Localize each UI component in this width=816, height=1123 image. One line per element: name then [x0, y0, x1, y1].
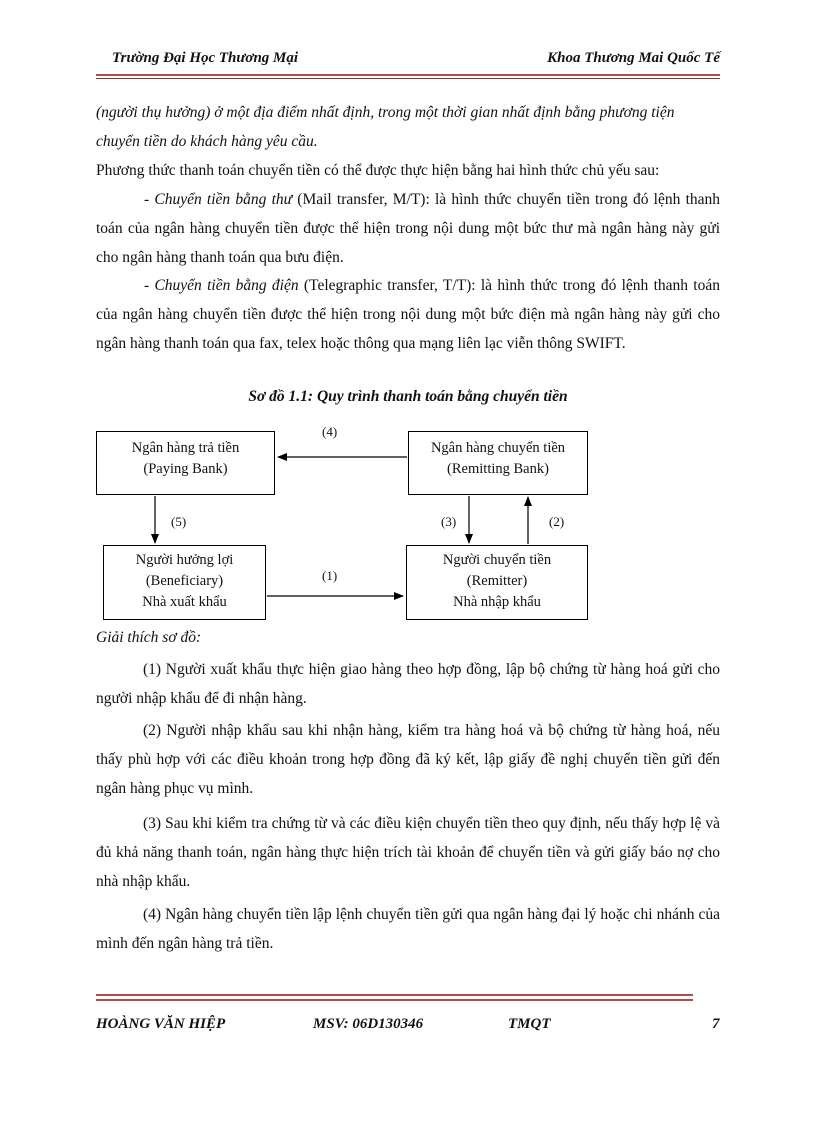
footer-major: TMQT: [508, 1016, 551, 1032]
footer-author: HOÀNG VĂN HIỆP: [96, 1016, 226, 1032]
beneficiary-vi: Người hưởng lợi: [135, 552, 234, 568]
label-step-3: (3): [441, 514, 457, 529]
label-step-4: (4): [322, 424, 338, 439]
footer-rule: [96, 994, 693, 996]
explanation-step-1: (1) Người xuất khẩu thực hiện giao hàng theo hợp đồng, lập bộ chứng từ hàng hoá gửi cho người nhập khẩu để đi nhận hàng.: [96, 661, 720, 707]
label-step-5: (5): [171, 514, 187, 529]
header-school: Trường Đại Học Thương Mại: [112, 50, 299, 66]
explanation-step-2: (2) Người nhập khẩu sau khi nhận hàng, kiểm tra hàng hoá và bộ chứng từ hàng hoá, nếu thấy phù hợp với các điều khoản trong hợp đồng đã ký kết, lập giấy đề nghị chuyển tiền gửi đến ngân hàng phục vụ mình.: [96, 722, 720, 797]
footer-student-id: MSV: 06D130346: [313, 1016, 424, 1032]
mail-text: (Mail transfer, M/T): là hình thức chuyển tiền trong đó lệnh thanh toán của ngân hàng chuyển tiền được thể hiện trong nội dung một bức thư mà ngân hàng này gửi cho ngân hàng thanh toán qua bưu điện.: [96, 191, 720, 266]
explanation-step-3: (3) Sau khi kiểm tra chứng từ và các điều kiện chuyển tiền theo quy định, nếu thấy hợp lệ và đủ khả năng thanh toán, ngân hàng thực hiện trích tài khoản để chuyển tiền và gửi giấy báo nợ cho nhà nhập khẩu.: [96, 815, 720, 890]
remitter-en: (Remitter): [466, 573, 528, 589]
paying-bank-vi: Ngân hàng trả tiền: [131, 440, 240, 456]
methods-intro: Phương thức thanh toán chuyển tiền có thể được thực hiện bằng hai hình thức chủ yếu sau:: [96, 162, 660, 179]
footer-rule-2: [96, 999, 693, 1001]
method-mail: - Chuyển tiền bằng thư (Mail transfer, M/T): là hình thức chuyển tiền trong đó lệnh thanh toán của ngân hàng chuyển tiền được thể hiện trong nội dung một bức thư mà ngân hàng này gửi cho ngân hàng thanh toán qua bưu điện.: [96, 191, 720, 266]
intro-line-1: (người thụ hưởng) ở một địa điểm nhất định, trong một thời gian nhất định bằng phương tiện: [96, 104, 675, 121]
beneficiary-role: Nhà xuất khẩu: [142, 594, 227, 610]
tele-text: (Telegraphic transfer, T/T): là hình thức trong đó lệnh thanh toán của ngân hàng chuyển tiền được thể hiện trong nội dung một bức điện mà ngân hàng này gửi cho ngân hàng thanh toán qua fax, telex hoặc thông qua mạng liên lạc viễn thông SWIFT.: [96, 277, 720, 352]
remitting-bank-vi: Ngân hàng chuyển tiền: [430, 440, 566, 456]
mail-term: Chuyển tiền bằng thư: [154, 191, 293, 208]
footer-page-number: 7: [712, 1016, 720, 1032]
explanation-step-4: (4) Ngân hàng chuyển tiền lập lệnh chuyển tiền gửi qua ngân hàng đại lý hoặc chi nhánh của mình đến ngân hàng trả tiền.: [96, 906, 720, 952]
explanation-title: Giải thích sơ đồ:: [96, 629, 202, 646]
method-telegraphic: - Chuyển tiền bằng điện (Telegraphic transfer, T/T): là hình thức trong đó lệnh thanh toán của ngân hàng chuyển tiền được thể hiện trong nội dung một bức điện mà ngân hàng này gửi cho ngân hàng thanh toán qua fax, telex hoặc thông qua mạng liên lạc viễn thông SWIFT.: [96, 277, 720, 352]
diagram-caption: Sơ đồ 1.1: Quy trình thanh toán bằng chuyển tiền: [248, 388, 568, 405]
beneficiary-en: (Beneficiary): [145, 573, 224, 589]
remitter-vi: Người chuyển tiền: [442, 552, 552, 568]
label-step-1: (1): [322, 568, 338, 583]
tele-term: Chuyển tiền bằng điện: [154, 277, 299, 294]
paying-bank-en: (Paying Bank): [143, 461, 228, 477]
remitting-bank-en: (Remitting Bank): [447, 461, 549, 477]
intro-line-2: chuyển tiền do khách hàng yêu cầu.: [96, 133, 318, 150]
remitter-role: Nhà nhập khẩu: [453, 594, 541, 610]
label-step-2: (2): [549, 514, 565, 529]
header-faculty: Khoa Thương Mai Quốc Tế: [547, 50, 720, 66]
